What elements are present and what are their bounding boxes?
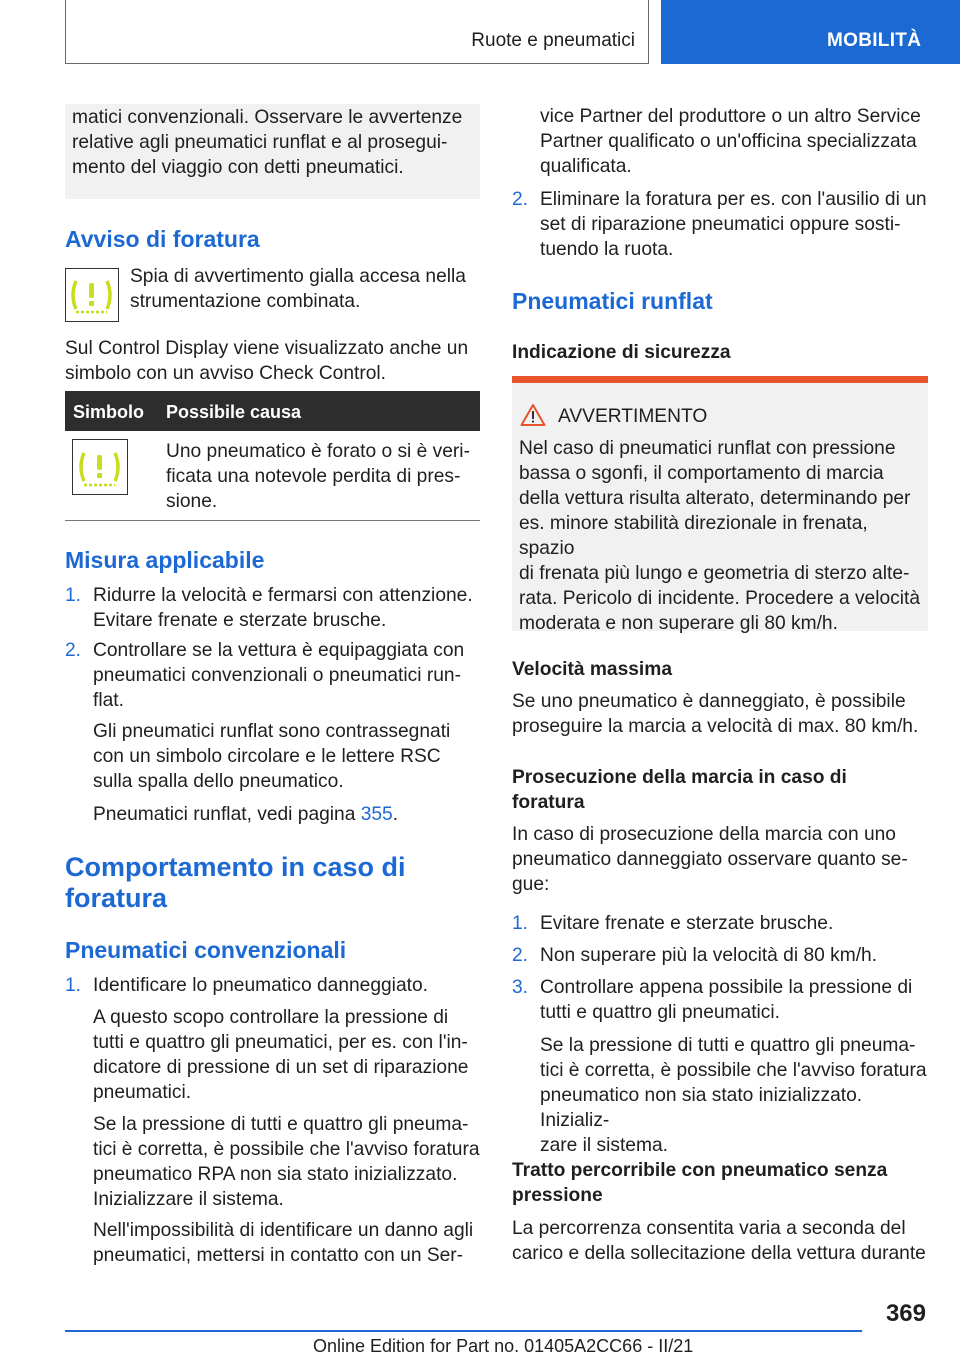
list-text [93,638,464,713]
page-number: 369 [885,1300,926,1327]
prosecuzione-paragraph [512,822,930,897]
text-line: qualificata. [540,156,632,177]
heading-prosecuzione [512,765,930,815]
text-line: di frenata più lungo e geometria di sterzo alte- [519,563,910,584]
text-line: es. minore stabilità direzionale in frenata, spazio [519,513,868,559]
text-line: Se uno pneumatico è danneggiato, è possibile [512,691,906,712]
text-line: proseguire la marcia a velocità di max. 80 km/h. [512,716,919,737]
text-line: Uno pneumatico è forato o si è veri- [166,441,470,462]
text-line: tuendo la ruota. [540,239,674,260]
text-line: Partner qualificato o un'officina specializzata [540,131,917,152]
text-line: Se la pressione di tutti e quattro gli pneuma- [540,1035,916,1056]
list-number: 1. [65,585,82,606]
footer-edition: Online Edition for Part no. 01405A2CC66 - II/21 [313,1336,694,1356]
text-line: Eliminare la foratura per es. con l'ausilio di un [540,189,927,210]
text-line: gue: [512,874,550,895]
list-number: 2. [65,640,82,661]
text-line: Inizializzare il sistema. [93,1189,284,1210]
list-text: Evitare frenate e sterzate brusche. [540,913,834,934]
text-line: flat. [93,690,124,711]
text-line: A questo scopo controllare la pressione di [93,1007,449,1028]
heading-pneumatici-runflat: Pneumatici runflat [512,288,713,314]
warning-text [519,436,927,636]
prosecuzione-note [540,1033,932,1158]
text-line: pneumatici. [93,1082,192,1103]
text-line: tutti e quattro gli pneumatici. [540,1002,780,1023]
text-line: carico e della sollecitazione della vettura durante [512,1243,926,1264]
list-text [540,975,912,1025]
text-line: Nel caso di pneumatici runflat con pressione [519,438,896,459]
text-line: pneumatico danneggiato osservare quanto se- [512,849,908,870]
text-line: mento del viaggio con detti pneumatici. [72,157,404,178]
table-header [65,391,480,431]
text-line: tici è corretta, è possibile che l'avviso foratura [93,1139,480,1160]
conv-paragraph-2 [93,1112,483,1212]
header-chapter-title: MOBILITÀ [827,30,922,51]
text-line: moderata e non superare gli 80 km/h. [519,613,838,634]
heading-pneumatici-convenzionali: Pneumatici convenzionali [65,937,347,963]
table-cell-causa [166,439,476,514]
list-text: Identificare lo pneumatico danneggiato. [93,975,428,996]
header-section-tab [65,0,649,64]
text-line: set di riparazione pneumatici oppure sosti- [540,214,901,235]
heading-line: Tratto percorribile con pneumatico senza [512,1160,888,1181]
list-number: 2. [512,189,529,210]
text-line: Nell'impossibilità di identificare un danno agli [93,1220,474,1241]
reference-text: Pneumatici runflat, vedi pagina [93,804,361,825]
list-number: 3. [512,977,529,998]
text-line: Evitare frenate e sterzate brusche. [93,610,387,631]
heading-velocita-massima: Velocità massima [512,659,672,680]
warning-top-bar [512,376,928,383]
footer-rule [65,1330,862,1332]
table-header-causa: Possibile causa [166,402,302,422]
reference-end: . [392,804,399,825]
text-line: bassa o sgonfi, il comportamento di marcia [519,463,884,484]
list-number: 1. [65,975,82,996]
text-line: Ridurre la velocità e fermarsi con attenzione. [93,585,473,606]
text-line: strumentazione combinata. [130,291,361,312]
runflat-marking-paragraph [93,719,483,794]
heading-indicazione-sicurezza: Indicazione di sicurezza [512,342,731,363]
text-line: ficata una notevole perdita di pres- [166,466,461,487]
page-reference-link[interactable]: 355 [360,804,393,825]
warning-triangle-icon [520,403,548,427]
text-line: dicatore di pressione di un set di riparazione [93,1057,469,1078]
heading-line: foratura [512,792,585,813]
text-line: rata. Pericolo di incidente. Procedere a velocità [519,588,921,609]
text-line: vice Partner del produttore o un altro Service [540,106,921,127]
intro-note-text [72,105,477,180]
text-line: In caso di prosecuzione della marcia con uno [512,824,896,845]
vmax-paragraph [512,689,930,739]
heading-line: Comportamento in caso di [65,852,406,882]
text-line: Controllare appena possibile la pressione di [540,977,913,998]
text-line: zare il sistema. [540,1135,668,1156]
warning-title: AVVERTIMENTO [558,406,708,427]
list-text: Non superare più la velocità di 80 km/h. [540,945,878,966]
text-line: Sul Control Display viene visualizzato anche un [65,338,469,359]
list-number: 2. [512,945,529,966]
runflat-reference-paragraph [93,802,483,827]
table-header-simbolo: Simbolo [73,402,144,422]
text-line: relative agli pneumatici runflat e al prosegui- [72,132,448,153]
text-line: della vettura risulta alterato, determinando per [519,488,911,509]
heading-line: foratura [65,883,168,913]
check-control-paragraph [65,336,480,386]
text-line: pneumatico non sia stato inizializzato. Inizializ- [540,1085,863,1131]
heading-comportamento [65,852,480,914]
heading-tratto-percorribile [512,1158,930,1208]
heading-avviso-foratura: Avviso di foratura [65,226,260,252]
text-line: sulla spalla dello pneumatico. [93,771,344,792]
text-line: con un simbolo circolare e le lettere RSC [93,746,441,767]
continued-list-text [540,104,930,179]
tratto-paragraph [512,1216,930,1266]
header-chapter-tab [661,0,960,64]
text-line: Se la pressione di tutti e quattro gli pneuma- [93,1114,469,1135]
text-line: pneumatici, mettersi in contatto con un Ser- [93,1245,464,1266]
conv-paragraph-1 [93,1005,483,1105]
text-line: simbolo con un avviso Check Control. [65,363,387,384]
header-section-title: Ruote e pneumatici [471,30,635,51]
heading-misura-applicabile: Misura applicabile [65,547,265,573]
tire-pressure-warning-icon [65,268,119,322]
avviso-description [130,264,480,314]
conv-paragraph-3 [93,1218,483,1268]
text-line: Gli pneumatici runflat sono contrassegnati [93,721,451,742]
tire-pressure-warning-icon [72,439,128,495]
list-text [540,187,927,262]
text-line: sione. [166,491,218,512]
text-line: tici è corretta, è possibile che l'avviso foratura [540,1060,927,1081]
table-bottom-rule [65,520,480,521]
heading-line: pressione [512,1185,603,1206]
text-line: tutti e quattro gli pneumatici, per es. con l'in- [93,1032,468,1053]
text-line: Controllare se la vettura è equipaggiata con [93,640,465,661]
text-line: La percorrenza consentita varia a seconda del [512,1218,906,1239]
text-line: Spia di avvertimento gialla accesa nella [130,266,466,287]
text-line: matici convenzionali. Osservare le avvertenze [72,107,463,128]
list-number: 1. [512,913,529,934]
heading-line: Prosecuzione della marcia in caso di [512,767,847,788]
text-line: pneumatici convenzionali o pneumatici run- [93,665,461,686]
text-line: pneumatico RPA non sia stato inizializzato. [93,1164,458,1185]
list-text [93,583,473,633]
